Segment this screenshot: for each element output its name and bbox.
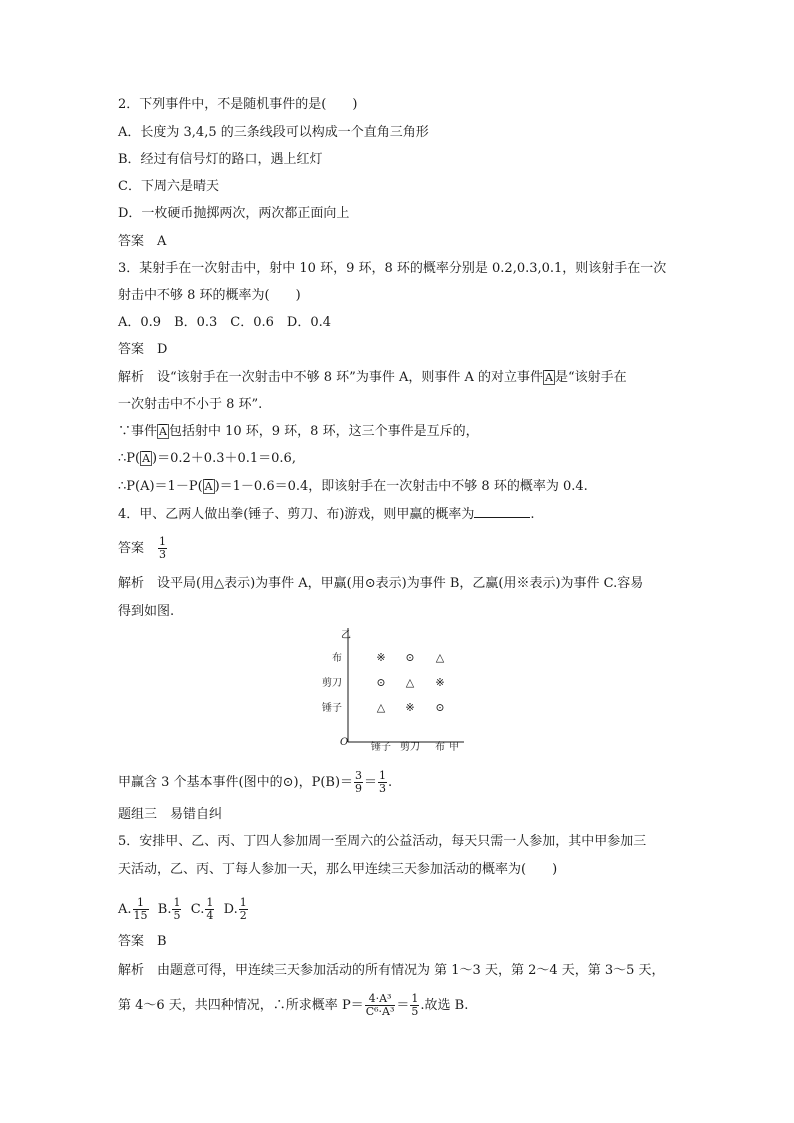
outcome-grid-diagram — [318, 628, 468, 754]
x-tick-label: 布 — [435, 742, 445, 753]
q3-sol5-text-b: )＝1－0.6＝0.4，即该射手在一次射击中不够 8 环的概率为 0.4. — [214, 479, 588, 494]
fraction-denominator: 3 — [379, 782, 387, 795]
q3-answer: 答案 D — [118, 342, 168, 357]
q4-answer-fraction — [158, 536, 167, 561]
a-complement-symbol: $\overline{A}$ — [545, 371, 553, 384]
q3-solution-line3 — [118, 423, 479, 441]
fraction-denominator: 3 — [159, 548, 167, 561]
q4-answer — [118, 536, 168, 561]
a-complement-symbol: $\overline{A}$ — [204, 480, 213, 493]
fraction-denominator: 5 — [411, 1005, 419, 1018]
origin-label: O — [340, 737, 349, 748]
y-axis-title: 乙 — [341, 630, 351, 641]
fraction-numerator: 1 — [239, 896, 247, 909]
fraction-numerator: 1 — [159, 535, 167, 548]
q2-option-b: B．经过有信号灯的路口，遇上红灯 — [118, 152, 323, 167]
a-complement-symbol: $\overline{A}$ — [159, 425, 167, 438]
q2-option-a: A．长度为 3,4,5 的三条线段可以构成一个直角三角形 — [118, 125, 429, 140]
grid-cell: △ — [405, 676, 415, 689]
equals-sign: ＝ — [396, 998, 410, 1013]
q5-sol2-text-a: 第 4～6 天，共四种情况，∴所求概率 P＝ — [118, 998, 364, 1013]
conclusion-end: . — [388, 775, 393, 790]
a-complement-symbol: $\overline{A}$ — [142, 452, 151, 465]
q2-stem: 2．下列事件中，不是随机事件的是( ) — [118, 97, 358, 112]
option-a-fraction — [133, 897, 149, 922]
q4-answer-label: 答案 — [118, 541, 158, 556]
q4-conclusion-text: 甲赢含 3 个基本事件(图中的⊙)，P(B)＝ — [118, 775, 354, 790]
section-heading: 题组三 易错自纠 — [118, 807, 223, 822]
grid-cell: ⊙ — [405, 651, 415, 664]
fraction-denominator: C⁶·A³ — [365, 1005, 395, 1018]
q4-stem-text: 4．甲、乙两人做出拳(锤子、剪刀、布)游戏，则甲赢的概率为 — [118, 507, 475, 522]
q4-stem-end: . — [530, 507, 535, 522]
q3-sol1-text-b: 是“该射手在 — [554, 370, 627, 385]
q5-sol2-text-b: .故选 B. — [420, 998, 469, 1013]
answer-blank — [474, 505, 530, 518]
equals-sign: ＝ — [364, 775, 378, 790]
grid-cell: △ — [435, 651, 445, 664]
option-b-fraction — [172, 897, 181, 922]
grid-cell: ⊙ — [376, 676, 386, 689]
x-tick-label: 锤子 — [371, 742, 391, 753]
option-c-label: C. — [190, 902, 205, 917]
option-c-fraction — [205, 897, 214, 922]
y-tick-label: 剪刀 — [322, 678, 342, 689]
x-axis-title: 甲 — [449, 742, 459, 753]
q3-stem-line1: 3．某射手在一次射击中，射中 10 环，9 环，8 环的概率分别是 0.2,0.3,0.1，则该射手在一次 — [118, 261, 667, 276]
grid-cell: ※ — [435, 676, 445, 689]
q5-answer: 答案 B — [118, 934, 167, 949]
fraction-numerator: 3 — [355, 769, 363, 782]
result-fraction — [410, 993, 419, 1018]
q3-solution-line1 — [118, 369, 627, 387]
fraction-numerator: 1 — [173, 896, 181, 909]
option-d-fraction — [239, 897, 248, 922]
option-a-label: A. — [118, 902, 132, 917]
q4-conclusion — [118, 770, 392, 795]
fraction-denominator: 2 — [239, 909, 247, 922]
q3-sol4-text-a: ∴P( — [118, 451, 141, 466]
q5-stem-line1: 5．安排甲、乙、丙、丁四人参加周一至周六的公益活动，每天只需一人参加，其中甲参加三 — [118, 834, 647, 849]
q5-stem-line2: 天活动，乙、丙、丁每人参加一天，那么甲连续三天参加活动的概率为( ) — [118, 862, 558, 877]
q3-sol3-text-b: 包括射中 10 环，9 环，8 环，这三个事件是互斥的， — [168, 424, 479, 439]
grid-cell: ⊙ — [435, 701, 445, 714]
grid-cell: ※ — [376, 651, 386, 664]
q5-solution-line1: 解析 由题意可得，甲连续三天参加活动的所有情况为 第 1～3 天，第 2～4 天，第 3～5 天， — [118, 963, 665, 978]
fraction-numerator: 1 — [411, 992, 419, 1005]
fraction — [354, 770, 363, 795]
q5-options — [118, 897, 249, 922]
fraction-denominator: 5 — [173, 909, 181, 922]
grid-cell: △ — [376, 701, 386, 714]
q2-answer: 答案 A — [118, 234, 167, 249]
q4-solution-line2: 得到如图. — [118, 604, 175, 619]
fraction — [378, 770, 387, 795]
q3-solution-line4 — [118, 450, 296, 468]
fraction-numerator: 1 — [133, 897, 149, 910]
fraction-denominator: 4 — [206, 909, 214, 922]
q3-solution-line5 — [118, 478, 588, 496]
y-tick-label: 布 — [332, 653, 342, 664]
q3-solution-line2: 一次射击中不小于 8 环”. — [118, 397, 263, 412]
q3-options: A．0.9 B．0.3 C．0.6 D．0.4 — [118, 315, 332, 330]
q2-option-c: C．下周六是晴天 — [118, 179, 219, 194]
fraction-denominator: 9 — [355, 782, 363, 795]
option-b-label: B. — [157, 902, 172, 917]
q3-stem-line2: 射击中不够 8 环的概率为( ) — [118, 288, 301, 303]
fraction-numerator: 1 — [379, 769, 387, 782]
fraction-denominator: 15 — [133, 909, 148, 922]
q3-sol1-text-a: 解析 设“该射手在一次射击中不够 8 环”为事件 A，则事件 A 的对立事件 — [118, 370, 544, 385]
q2-option-d: D．一枚硬币抛掷两次，两次都正面向上 — [118, 206, 350, 221]
q4-solution-line1: 解析 设平局(用△表示)为事件 A，甲赢(用⊙表示)为事件 B，乙赢(用※表示)为事件 C.容易 — [118, 576, 644, 591]
fraction-numerator: 4·A³ — [365, 993, 396, 1006]
q3-sol4-text-b: )＝0.2＋0.3＋0.1＝0.6, — [152, 451, 296, 466]
q3-sol5-text-a: ∴P(A)＝1－P( — [118, 479, 203, 494]
probability-fraction — [365, 993, 396, 1018]
option-d-label: D. — [223, 902, 238, 917]
x-tick-label: 剪刀 — [400, 742, 420, 753]
q5-solution-line2 — [118, 993, 468, 1018]
grid-cell: ※ — [405, 701, 415, 714]
fraction-numerator: 1 — [206, 896, 214, 909]
q3-sol3-text-a: ∵事件 — [118, 424, 158, 439]
q4-stem — [118, 505, 535, 524]
y-tick-label: 锤子 — [322, 703, 342, 714]
